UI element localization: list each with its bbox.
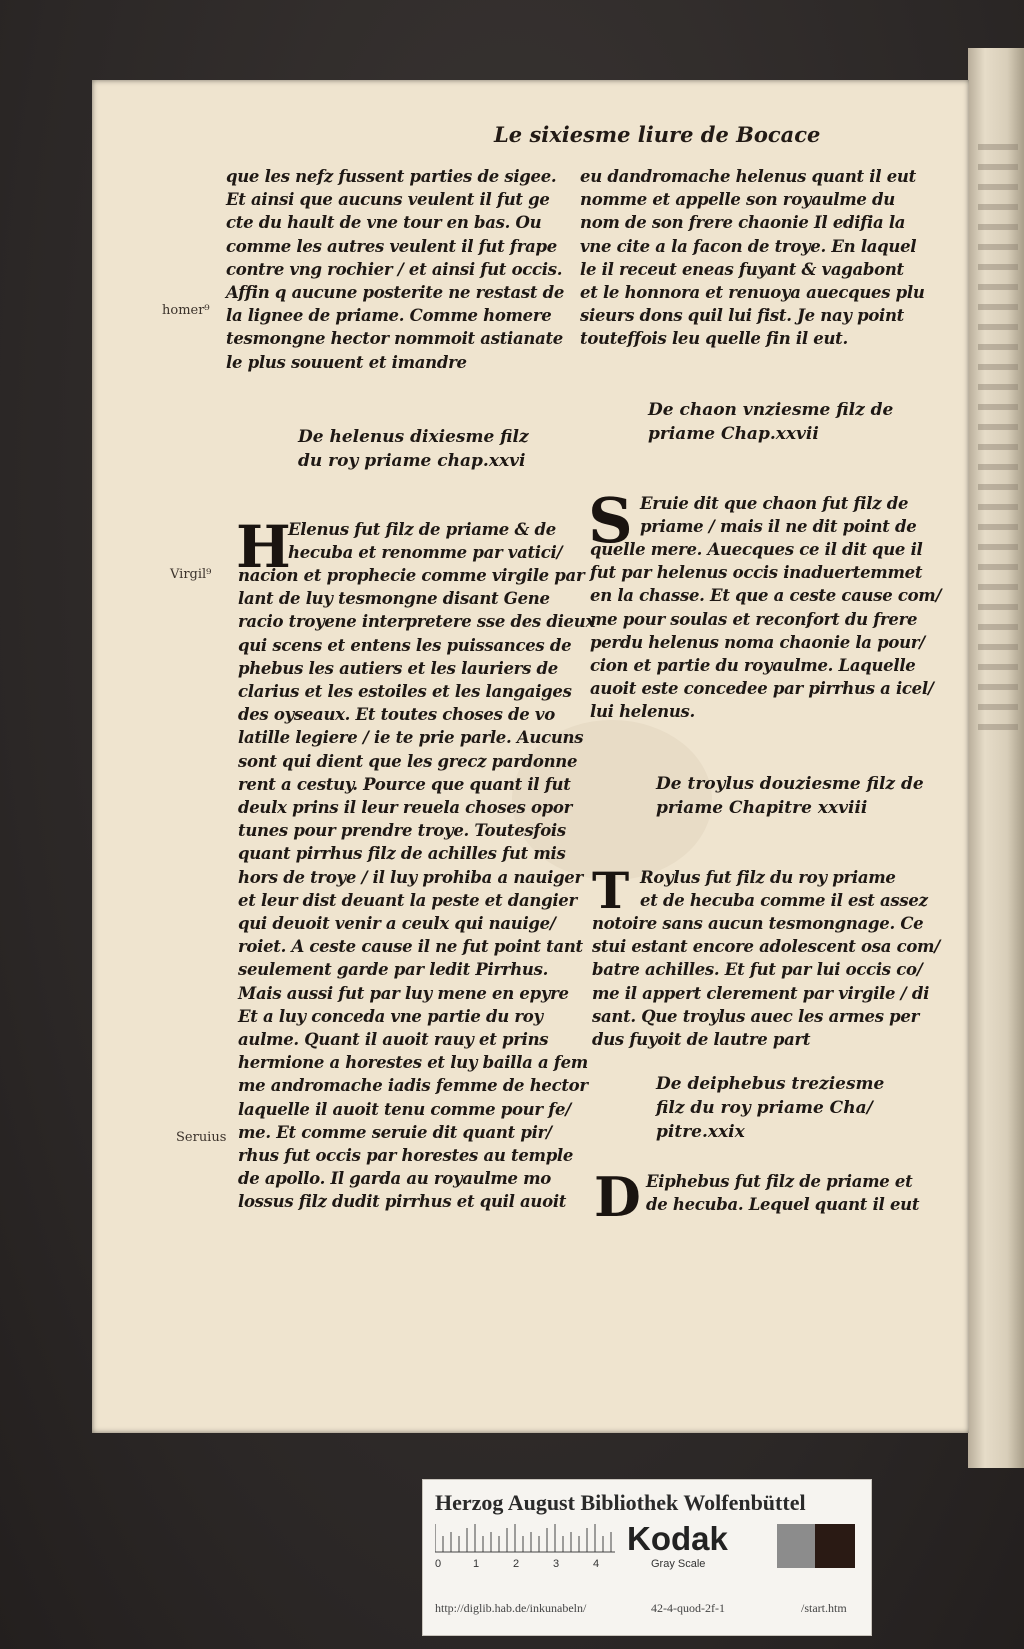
text-line: vne cite a la facon de troye. En laquel [580,236,917,256]
text-line: Et a luy conceda vne partie du roy [238,1006,543,1026]
text-line: cion et partie du royaulme. Laquelle [590,656,916,676]
text-line: rent a cestuy. Pource que quant il fut [238,774,571,794]
text-line: lui helenus. [590,702,695,722]
chapter-heading-helenus [298,425,529,473]
text-line: le plus souuent et imandre [226,352,467,372]
text-line: laquelle il auoit tenu comme pour fe/ [238,1099,571,1119]
kodak-logo: Kodak [627,1520,728,1557]
heading-line: priame Chap.xxvii [648,424,819,444]
library-url: http://diglib.hab.de/inkunabeln/ [435,1601,587,1615]
text-line: en la chasse. Et que a ceste cause com/ [590,586,942,606]
shelfmark: 42-4-quod-2f-1 [651,1601,725,1615]
text-line: roiet. A ceste cause il ne fut point tant [238,937,583,957]
helenus-first-lines [288,518,562,564]
heading-line: du roy priame chap.xxvi [298,451,526,471]
helenus-body [238,564,595,1214]
text-line: que les nefz fussent parties de sigee. [226,167,557,186]
ruler-number: 4 [593,1558,600,1570]
text-line: fut par helenus occis inaduertemmet [590,563,923,583]
text-line: et leur dist deuant la peste et dangier [238,890,577,910]
ruler-scale [435,1524,615,1554]
heading-line: De deiphebus treziesme [656,1074,885,1094]
text-line: nacion et prophecie comme virgile par [238,566,585,585]
text-line: la lignee de priame. Comme homere [226,306,552,326]
text-line: quelle mere. Auecques ce il dit que il [590,540,923,559]
margin-note-seruius: Seruius [176,1130,227,1145]
drop-cap-d: D [594,1165,641,1229]
text-line: deulx prins il leur reuela choses opor [238,798,572,818]
ruler-number: 2 [513,1558,520,1570]
text-line: me. Et comme seruie dit quant pir/ [238,1122,552,1142]
ruler-number: 3 [553,1558,560,1570]
chaon-body [590,538,941,724]
text-line: clarius et les estoiles et les langaiges [238,682,572,702]
text-line: nom de son frere chaonie Il edifia la [580,213,906,233]
ruler-number: 0 [435,1558,442,1570]
left-column-top [226,165,565,374]
library-color-target-card [422,1479,872,1636]
text-line: notoire sans aucun tesmongnage. Ce [592,914,924,933]
text-line: quant pirrhus filz de achilles fut mis [238,844,566,864]
running-header: Le sixiesme liure de Bocace [494,122,821,147]
text-line: Et ainsi que aucuns veulent il fut ge [226,190,550,210]
chapter-heading-chaon [648,398,893,446]
heading-line: filz du roy priame Cha/ [656,1098,873,1118]
text-line: et de hecuba comme il est assez [640,891,928,911]
text-line: seulement garde par ledit Pirrhus. [238,960,549,980]
text-line: auoit este concedee par pirrhus a icel/ [590,679,934,699]
troylus-first-lines [640,866,928,912]
text-line: tunes pour prendre troye. Toutesfois [238,821,566,841]
text-line: qui scens et entens les puissances de [238,635,572,655]
text-line: tesmongne hector nommoit astianate [226,329,563,349]
text-line: et le honnora et renuoya auecques plu [580,283,925,303]
text-line: dus fuyoit de lautre part [592,1030,811,1050]
heading-line: De troylus douziesme filz de [656,774,924,794]
chaon-first-lines [640,492,916,538]
text-line: me il appert clerement par virgile / di [592,983,930,1003]
text-line: sant. Que troylus auec les armes per [592,1006,919,1026]
text-line: hecuba et renomme par vatici/ [288,543,563,563]
text-line: hors de troye / il luy prohiba a nauiger [238,867,583,887]
text-line: perdu helenus noma chaonie la pour/ [590,632,925,652]
ruler-number: 1 [473,1558,480,1570]
text-line: sieurs dons quil lui fist. Je nay point [580,306,905,326]
text-line: priame / mais il ne dit point de [640,517,917,537]
text-line: Eruie dit que chaon fut filz de [640,494,909,513]
text-line: eu dandromache helenus quant il eut [580,167,916,186]
text-line: comme les autres veulent il fut frape [226,236,557,256]
text-line: phebus les autiers et les lauriers de [238,658,558,678]
text-line: racio troyene interpretere sse des dieux [238,612,595,632]
text-line: sont qui dient que les grecz pardonne [238,751,578,771]
text-line: le il receut eneas fuyant & vagabont [580,259,904,279]
facing-page-text-shadow [978,130,1018,1230]
text-line: touteffois leu quelle fin il eut. [580,329,848,349]
text-line: me andromache iadis femme de hector [238,1076,588,1096]
text-line: Eiphebus fut filz de priame et [646,1172,913,1191]
text-line: nomme et appelle son royaulme du [580,190,895,210]
text-line: de hecuba. Lequel quant il eut [646,1195,920,1215]
text-line: me pour soulas et reconfort du frere [590,609,918,629]
text-line: hermione a horestes et luy bailla a fem [238,1053,588,1073]
margin-note-virgil: Virgil⁹ [170,567,212,582]
text-line: cte du hault de vne tour en bas. Ou [226,213,542,233]
library-name: Herzog August Bibliothek Wolfenbüttel [435,1490,806,1515]
text-line: contre vng rochier / et ainsi fut occis. [226,259,563,279]
chapter-heading-troylus [656,772,924,820]
text-line: de apollo. Il garda au royaulme mo [238,1169,552,1189]
text-line: lossus filz dudit pirrhus et quil auoit [238,1192,567,1212]
right-column-top [580,165,925,351]
text-line: latille legiere / ie te prie parle. Aucuns [238,728,584,748]
drop-cap-s: S [588,484,633,557]
text-line: stui estant encore adolescent osa com/ [592,937,940,957]
chapter-heading-deiphebus [656,1072,884,1144]
drop-cap-h: H [236,513,291,581]
text-line: Elenus fut filz de priame & de [288,520,556,539]
gray-scale-label: Gray Scale [651,1558,706,1570]
text-line: qui deuoit venir a ceulx qui nauige/ [238,914,556,934]
text-line: aulme. Quant il auoit rauy et prins [238,1030,549,1050]
gray-swatch-dark [815,1524,855,1568]
deiphebus-first-lines [646,1170,919,1216]
text-line: batre achilles. Et fut par lui occis co/ [592,960,923,980]
text-line: des oyseaux. Et toutes choses de vo [238,705,555,725]
heading-line: pitre.xxix [656,1122,745,1142]
gray-swatch-mid [777,1524,815,1568]
troylus-body [592,912,940,1051]
text-line: Roylus fut filz du roy priame [640,868,896,887]
drop-cap-t: T [592,861,630,920]
heading-line: De chaon vnziesme filz de [648,400,894,420]
margin-note-homer: homer⁹ [162,303,210,318]
text-line: Affin q aucune posterite ne restast de [226,283,565,303]
text-line: lant de luy tesmongne disant Gene [238,589,550,609]
text-line: Mais aussi fut par luy mene en epyre [238,983,569,1003]
heading-line: De helenus dixiesme filz [298,427,529,447]
text-line: rhus fut occis par horestes au temple [238,1146,574,1166]
start-page: /start.htm [801,1601,847,1615]
heading-line: priame Chapitre xxviii [656,798,868,818]
